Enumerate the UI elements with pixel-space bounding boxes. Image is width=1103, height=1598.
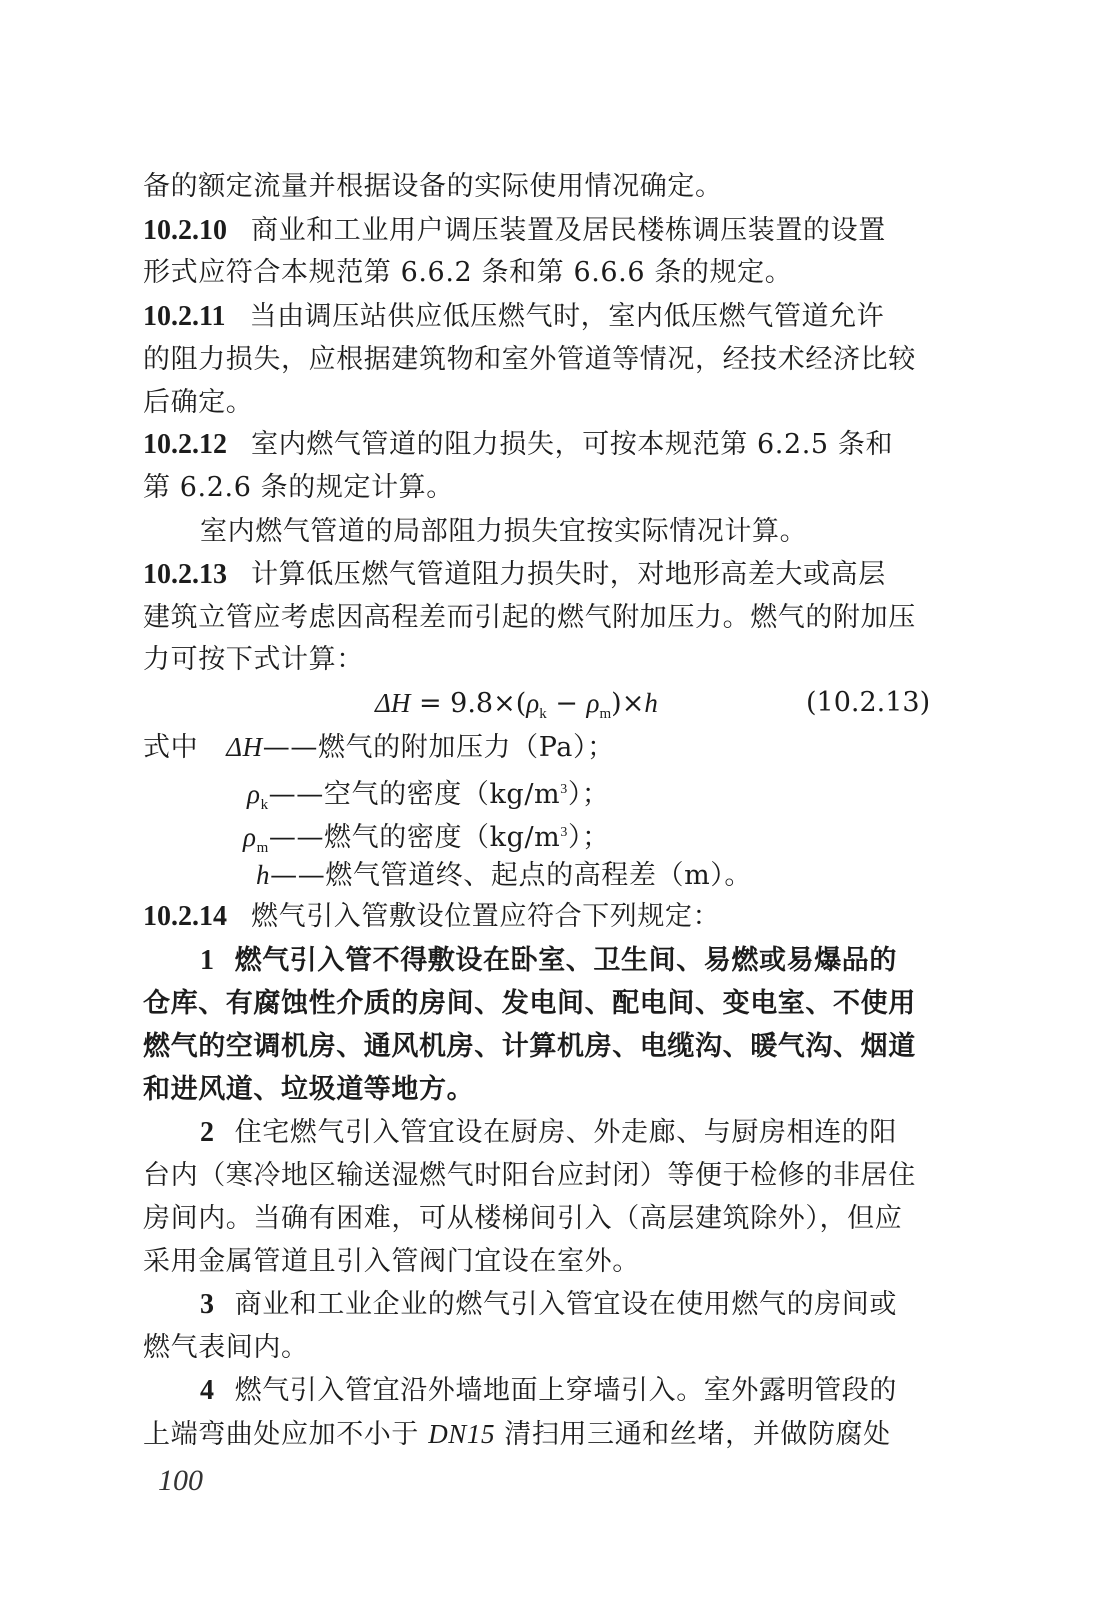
clause-10-2-11 <box>143 295 943 339</box>
text-span: 燃气引入管不得敷设在卧室、卫生间、易燃或易爆品的 <box>234 945 898 976</box>
item-4 <box>200 1369 943 1413</box>
formula-text: )× <box>611 688 645 719</box>
text-line <box>143 638 943 682</box>
text-span: 当由调压站供应低压燃气时，室内低压燃气管道允许 <box>249 301 885 332</box>
text-span: 后确定。 <box>143 387 254 418</box>
formula-subscript: k <box>539 706 547 722</box>
clause-number: 10.2.12 <box>143 429 227 460</box>
clause-10-2-14 <box>143 895 943 939</box>
formula-symbol: ρ <box>243 822 257 852</box>
clause-10-2-13 <box>143 553 943 597</box>
text-span: 建筑立管应考虑因高程差而引起的燃气附加压力。燃气的附加压 <box>143 602 916 633</box>
text-span: ——燃气的附加压力（Pa）； <box>262 732 615 763</box>
definition-line <box>256 853 1056 897</box>
formula-text: − <box>546 688 587 719</box>
text-span: ——空气的密度（kg/m <box>268 779 561 810</box>
text-span: 式中 <box>143 732 199 763</box>
formula-symbol: ΔH <box>375 688 411 718</box>
text-span: 计算低压燃气管道阻力损失时，对地形高差大或高层 <box>251 559 886 590</box>
item-number: 3 <box>200 1289 215 1320</box>
item-3 <box>200 1283 943 1327</box>
text-span: 室内燃气管道的局部阻力损失宜按实际情况计算。 <box>200 516 808 547</box>
definition-line <box>247 768 1047 812</box>
text-span: ）； <box>568 822 610 853</box>
definition-line <box>243 811 1043 855</box>
text-span: 室内燃气管道的阻力损失，可按本规范第 6.2.5 条和 <box>251 429 894 460</box>
text-line <box>143 466 943 510</box>
superscript: 3 <box>560 782 568 797</box>
text-line <box>143 381 943 425</box>
formula-symbol: ΔH <box>226 732 263 762</box>
formula-symbol: h <box>644 688 658 718</box>
text-span: ——燃气管道终、起点的高程差（m）。 <box>270 860 753 891</box>
text-span: 第 6.2.6 条的规定计算。 <box>143 472 454 503</box>
text-span: 形式应符合本规范第 6.6.2 条和第 6.6.6 条的规定。 <box>143 257 793 288</box>
text-span: ）； <box>567 779 610 810</box>
formula-subscript: m <box>256 840 269 856</box>
text-span: 力可按下式计算： <box>143 644 364 675</box>
text-span: 和进风道、垃圾道等地方。 <box>143 1074 475 1105</box>
text-line <box>200 510 943 554</box>
item-1 <box>200 939 943 983</box>
text-line <box>143 1412 943 1456</box>
formula-symbol: ρ <box>247 779 261 809</box>
text-span: 台内（寒冷地区输送湿燃气时阳台应封闭）等便于检修的非居住 <box>143 1160 916 1191</box>
text-span: 商业和工业企业的燃气引入管宜设在使用燃气的房间或 <box>234 1289 898 1320</box>
text-span: 燃气表间内。 <box>143 1332 309 1363</box>
clause-number: 10.2.10 <box>143 215 227 246</box>
formula-text: = 9.8×( <box>410 688 527 719</box>
text-span: 燃气引入管敷设位置应符合下列规定： <box>251 901 721 932</box>
formula-symbol: h <box>256 860 271 890</box>
text-span: 的阻力损失，应根据建筑物和室外管道等情况，经技术经济比较 <box>143 344 916 375</box>
text-line <box>143 338 943 382</box>
text-span: 燃气的空调机房、通风机房、计算机房、电缆沟、暖气沟、烟道 <box>143 1031 916 1062</box>
definition-intro <box>143 725 943 769</box>
text-span: 清扫用三通和丝堵，并做防腐处 <box>504 1419 891 1450</box>
formula-symbol: ρ <box>586 688 600 718</box>
formula-subscript: k <box>260 797 269 813</box>
text-line <box>143 1068 943 1112</box>
superscript: 3 <box>560 825 568 840</box>
text-line <box>143 1326 943 1370</box>
formula-number: (10.2.13) <box>806 687 931 718</box>
clause-number: 10.2.14 <box>143 901 227 932</box>
text-span: 备的额定流量并根据设备的实际使用情况确定。 <box>143 171 723 202</box>
text-span: 商业和工业用户调压装置及居民楼栋调压装置的设置 <box>251 215 886 246</box>
text-line <box>143 1154 943 1198</box>
text-span: 住宅燃气引入管宜设在厨房、外走廊、与厨房相连的阳 <box>234 1117 898 1148</box>
text-line <box>143 251 943 295</box>
item-number: 2 <box>200 1117 215 1148</box>
text-span: 采用金属管道且引入管阀门宜设在室外。 <box>143 1246 640 1277</box>
text-line <box>143 596 943 640</box>
nominal-diameter: DN15 <box>428 1419 496 1449</box>
item-2 <box>200 1111 943 1155</box>
text-span: 上端弯曲处应加不小于 <box>143 1419 419 1450</box>
text-line <box>143 165 943 209</box>
text-line <box>143 982 943 1026</box>
clause-10-2-10 <box>143 209 943 253</box>
text-line <box>143 1197 943 1241</box>
clause-number: 10.2.13 <box>143 559 227 590</box>
clause-10-2-12 <box>143 423 943 467</box>
text-line <box>143 1240 943 1284</box>
formula-symbol: ρ <box>526 688 540 718</box>
text-line <box>143 1025 943 1069</box>
text-span: 仓库、有腐蚀性介质的房间、发电间、配电间、变电室、不使用 <box>143 988 916 1019</box>
text-span: 房间内。当确有困难，可从楼梯间引入（高层建筑除外），但应 <box>143 1203 903 1234</box>
formula-subscript: m <box>599 706 612 722</box>
clause-number: 10.2.11 <box>143 301 226 332</box>
item-number: 4 <box>200 1375 215 1406</box>
item-number: 1 <box>200 945 215 976</box>
text-span: ——燃气的密度（kg/m <box>268 822 561 853</box>
text-span: 燃气引入管宜沿外墙地面上穿墙引入。室外露明管段的 <box>234 1375 898 1406</box>
page-number: 100 <box>158 1464 203 1497</box>
